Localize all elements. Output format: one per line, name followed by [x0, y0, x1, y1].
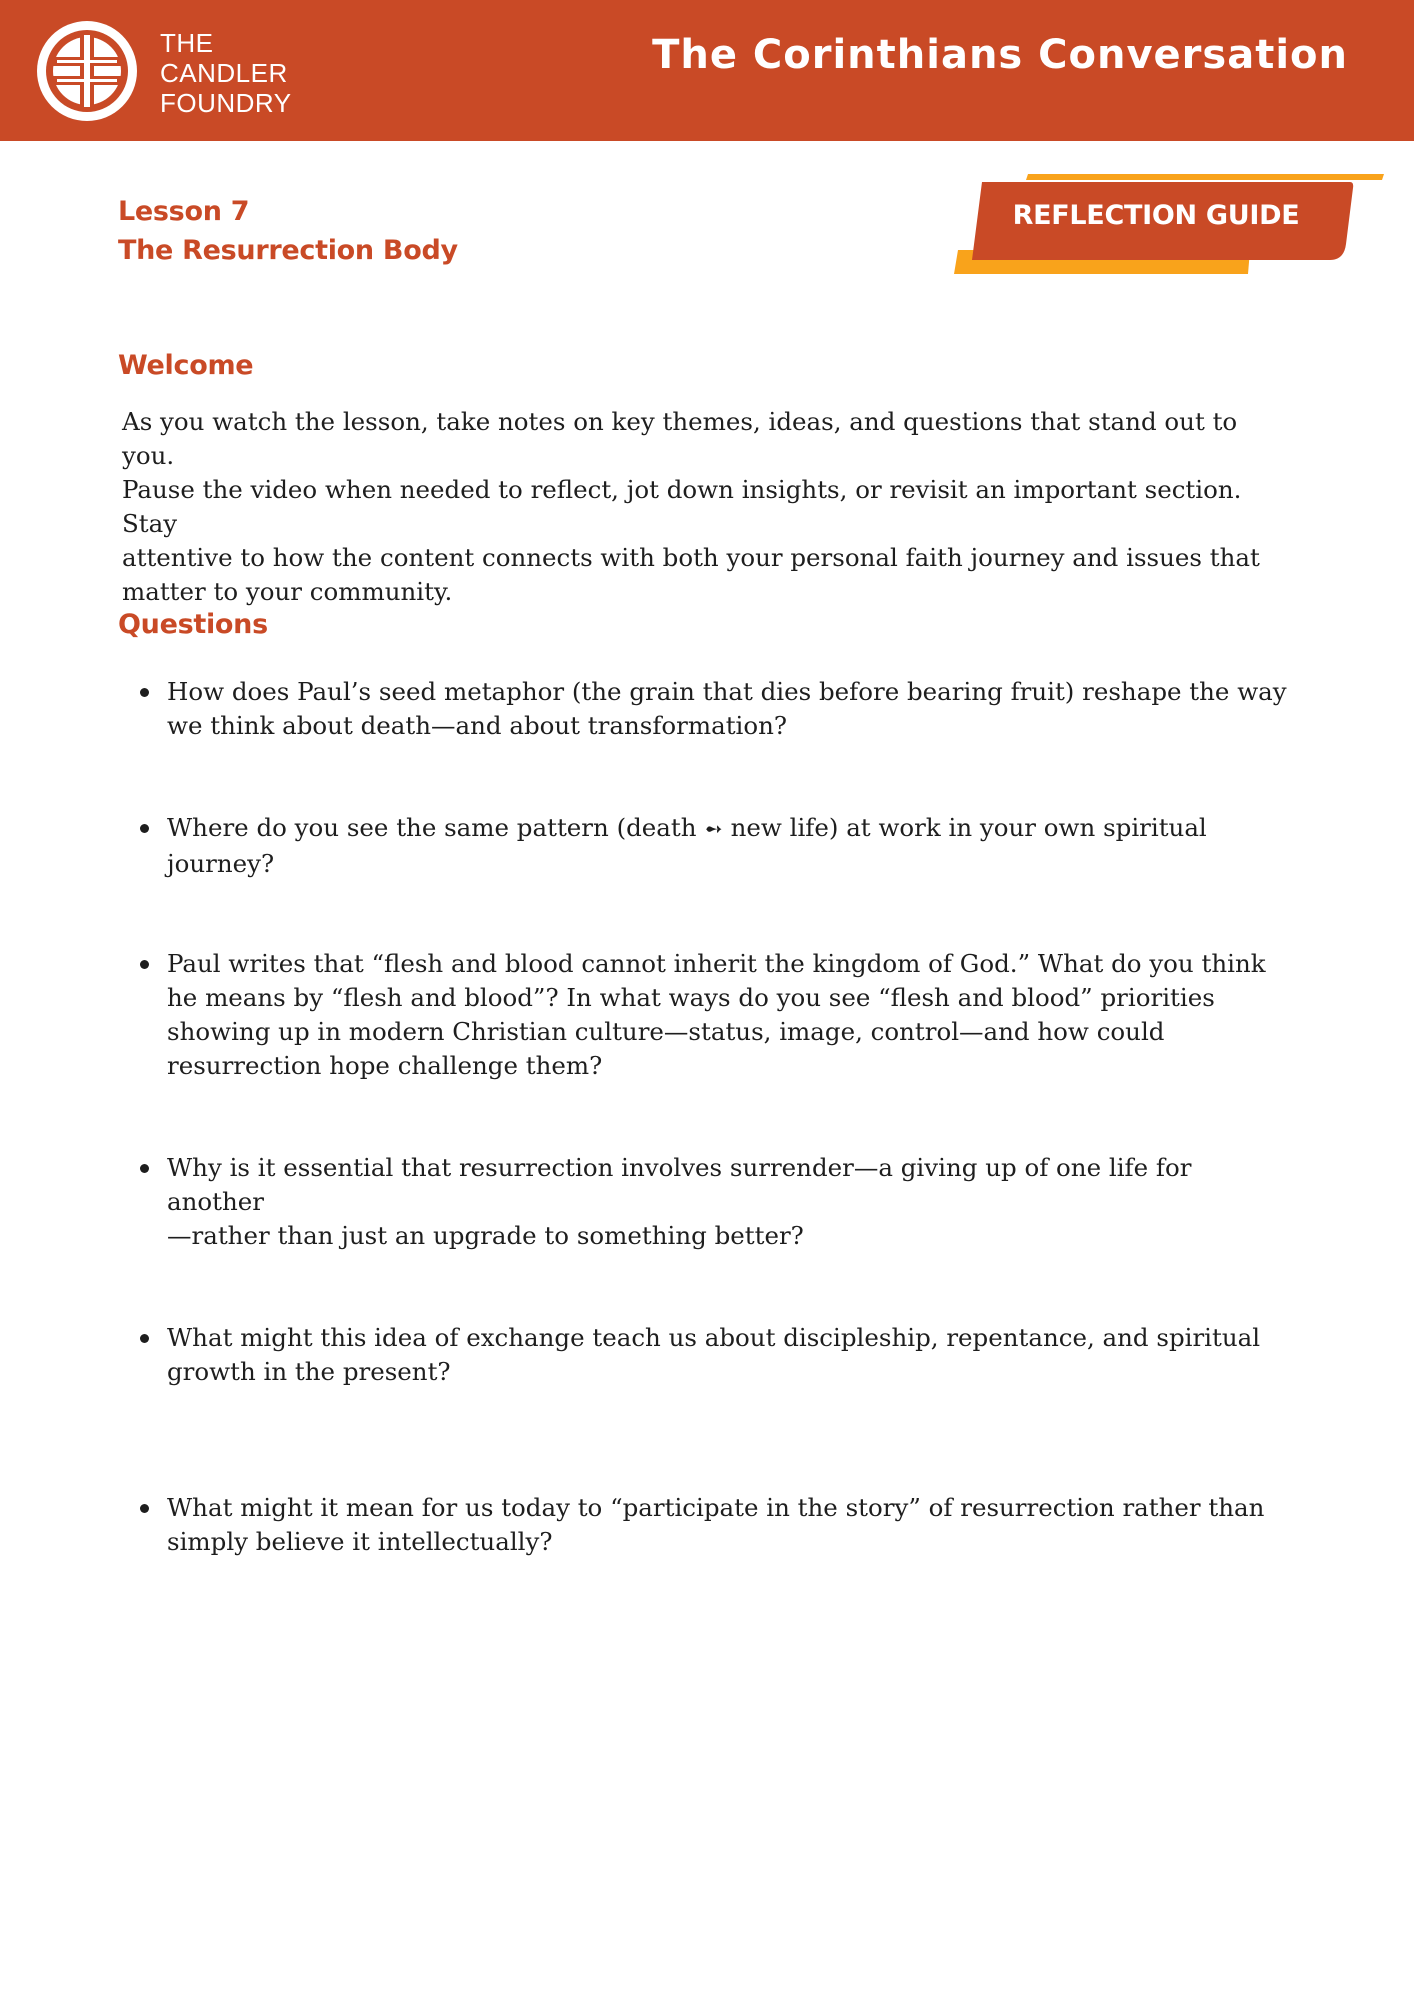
questions-heading: Questions	[118, 609, 268, 640]
question-line: —rather than just an upgrade to something better?	[167, 1221, 804, 1250]
question-line: journey?	[167, 849, 275, 878]
lesson-heading	[118, 192, 458, 270]
bullet-icon	[140, 1334, 149, 1343]
question-line: simply believe it intellectually?	[167, 1527, 553, 1556]
question-item	[140, 947, 1290, 1083]
document-title: The Corinthians Conversation	[652, 32, 1348, 78]
lesson-number: Lesson 7	[118, 196, 250, 227]
logo-line: FOUNDRY	[160, 88, 292, 118]
bullet-icon	[140, 688, 149, 697]
question-line: resurrection hope challenge them?	[167, 1051, 603, 1080]
arrow-right-icon: ➻	[704, 817, 723, 842]
question-item	[140, 1321, 1290, 1389]
bullet-icon	[140, 960, 149, 969]
badge-label: REFLECTION GUIDE	[1012, 200, 1300, 231]
question-line: Where do you see the same pattern (death	[167, 813, 697, 842]
header-bar	[0, 0, 1414, 141]
question-text	[167, 947, 1290, 1083]
question-line: Paul writes that “flesh and blood cannot inherit the kingdom of God.” What do you think	[167, 949, 1266, 978]
welcome-line: As you watch the lesson, take notes on key themes, ideas, and questions that stand out to you.	[122, 407, 1238, 470]
question-item	[140, 1491, 1290, 1559]
logo-line: CANDLER	[160, 58, 288, 88]
question-line: showing up in modern Christian culture—status, image, control—and how could	[167, 1017, 1165, 1046]
question-line: What might it mean for us today to “participate in the story” of resurrection rather than	[167, 1493, 1265, 1522]
candler-foundry-logo-icon	[33, 17, 141, 125]
reflection-guide-badge	[950, 172, 1390, 282]
lesson-title: The Resurrection Body	[118, 235, 458, 266]
question-line: we think about death—and about transformation?	[167, 711, 788, 740]
question-line: new life) at work in your own spiritual	[730, 813, 1207, 842]
question-item	[140, 811, 1290, 881]
question-text	[167, 675, 1290, 743]
question-line: he means by “flesh and blood”? In what ways do you see “flesh and blood” priorities	[167, 983, 1215, 1012]
question-line: growth in the present?	[167, 1357, 451, 1386]
question-item	[140, 1151, 1290, 1253]
question-text	[167, 1491, 1290, 1559]
bullet-icon	[140, 1164, 149, 1173]
question-item	[140, 675, 1290, 743]
question-line: What might this idea of exchange teach us about discipleship, repentance, and spiritual	[167, 1323, 1261, 1352]
question-text	[167, 1151, 1290, 1253]
question-line: Why is it essential that resurrection involves surrender—a giving up of one life for another	[167, 1153, 1192, 1216]
question-text	[167, 811, 1290, 881]
bullet-icon	[140, 1504, 149, 1513]
welcome-line: Pause the video when needed to reflect, jot down insights, or revisit an important section. Stay	[122, 475, 1242, 538]
welcome-line: attentive to how the content connects with both your personal faith journey and issues that	[122, 543, 1260, 572]
logo-wordmark	[160, 28, 292, 118]
question-line: How does Paul’s seed metaphor (the grain that dies before bearing fruit) reshape the way	[167, 677, 1287, 706]
question-text	[167, 1321, 1290, 1389]
welcome-paragraph	[122, 405, 1282, 609]
logo-line: THE	[160, 28, 214, 58]
welcome-heading: Welcome	[118, 350, 254, 381]
bullet-icon	[140, 824, 149, 833]
welcome-line: matter to your community.	[122, 577, 453, 606]
